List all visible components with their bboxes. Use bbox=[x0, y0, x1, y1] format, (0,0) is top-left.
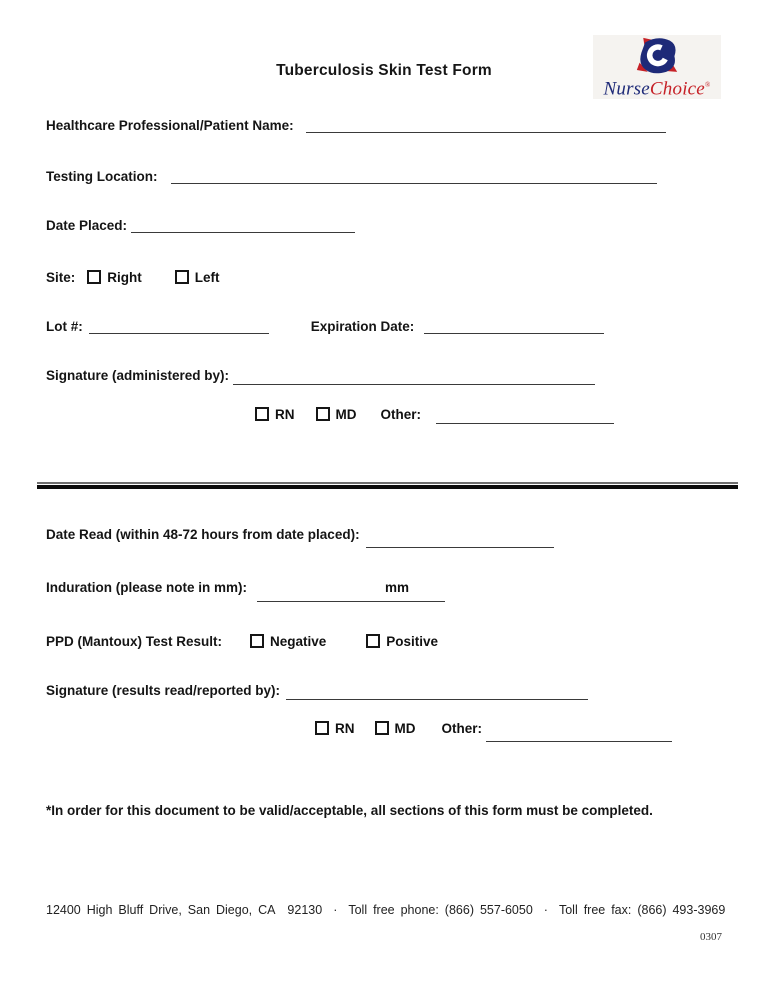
other-input-line-1[interactable] bbox=[436, 412, 614, 424]
registered-trademark-icon: ® bbox=[704, 80, 711, 89]
signature-administered-label: Signature (administered by): bbox=[46, 368, 230, 383]
form-code: 0307 bbox=[700, 931, 722, 943]
credentials-row-2 bbox=[315, 719, 672, 736]
footer-separator-1: · bbox=[333, 903, 338, 917]
md-checkbox-2[interactable] bbox=[375, 721, 389, 735]
footer-fax: Toll free fax: (866) 493-3969 bbox=[558, 903, 726, 917]
rn-checkbox-1[interactable] bbox=[255, 407, 269, 421]
md-checkbox-1[interactable] bbox=[316, 407, 330, 421]
rn-label-2: RN bbox=[335, 721, 355, 736]
page-title: Tuberculosis Skin Test Form bbox=[276, 62, 492, 79]
site-row bbox=[46, 268, 220, 285]
signature-results-input-line[interactable] bbox=[286, 688, 588, 700]
lot-expiration-row bbox=[46, 319, 604, 334]
negative-checkbox[interactable] bbox=[250, 634, 264, 648]
negative-label: Negative bbox=[270, 634, 327, 649]
signature-results-row bbox=[46, 683, 588, 698]
signature-administered-row bbox=[46, 368, 595, 383]
site-label: Site: bbox=[46, 270, 76, 285]
ppd-result-row bbox=[46, 632, 438, 649]
signature-results-label: Signature (results read/reported by): bbox=[46, 683, 281, 698]
testing-location-row bbox=[46, 169, 657, 184]
nursechoice-logo bbox=[593, 35, 721, 99]
site-right-checkbox[interactable] bbox=[87, 270, 101, 284]
section-divider bbox=[37, 482, 738, 489]
rn-label-1: RN bbox=[275, 407, 295, 422]
footer-contact-line bbox=[46, 903, 736, 917]
positive-checkbox[interactable] bbox=[366, 634, 380, 648]
name-input-line[interactable] bbox=[306, 121, 666, 133]
testing-location-input-line[interactable] bbox=[171, 172, 657, 184]
site-left-label: Left bbox=[194, 270, 220, 285]
positive-label: Positive bbox=[386, 634, 439, 649]
signature-administered-input-line[interactable] bbox=[233, 373, 595, 385]
name-label: Healthcare Professional/Patient Name: bbox=[46, 118, 294, 133]
name-row bbox=[46, 118, 666, 133]
date-read-input-line[interactable] bbox=[366, 536, 554, 548]
testing-location-label: Testing Location: bbox=[46, 169, 158, 184]
footer-address: 12400 High Bluff Drive, San Diego, CA 92130 bbox=[46, 903, 323, 917]
induration-input-line[interactable] bbox=[257, 580, 445, 602]
induration-label: Induration (please note in mm): bbox=[46, 580, 248, 595]
nursechoice-wordmark bbox=[604, 75, 711, 99]
ppd-result-label: PPD (Mantoux) Test Result: bbox=[46, 634, 223, 649]
validity-note: *In order for this document to be valid/acceptable, all sections of this form must be completed. bbox=[46, 803, 653, 818]
lot-number-label: Lot #: bbox=[46, 319, 83, 334]
site-right-label: Right bbox=[107, 270, 142, 285]
date-read-row bbox=[46, 527, 554, 542]
logo-choice-text: Choice bbox=[649, 78, 705, 99]
credentials-row-1 bbox=[255, 405, 614, 422]
other-label-2: Other: bbox=[441, 721, 482, 736]
expiration-date-input-line[interactable] bbox=[424, 322, 604, 334]
date-placed-input-line[interactable] bbox=[131, 221, 355, 233]
rn-checkbox-2[interactable] bbox=[315, 721, 329, 735]
site-left-checkbox[interactable] bbox=[175, 270, 189, 284]
other-label-1: Other: bbox=[380, 407, 421, 422]
date-placed-row bbox=[46, 218, 355, 233]
other-input-line-2[interactable] bbox=[486, 730, 672, 742]
mm-unit-label: mm bbox=[385, 580, 410, 595]
expiration-date-label: Expiration Date: bbox=[310, 319, 415, 334]
logo-nurse-text: Nurse bbox=[603, 78, 650, 99]
footer-separator-2: · bbox=[543, 903, 548, 917]
date-read-label: Date Read (within 48-72 hours from date placed): bbox=[46, 527, 360, 542]
lot-number-input-line[interactable] bbox=[89, 322, 269, 334]
md-label-1: MD bbox=[335, 407, 357, 422]
footer-phone: Toll free phone: (866) 557-6050 bbox=[348, 903, 533, 917]
md-label-2: MD bbox=[394, 721, 416, 736]
date-placed-label: Date Placed: bbox=[46, 218, 128, 233]
nursechoice-emblem-icon bbox=[634, 37, 680, 74]
induration-row bbox=[46, 580, 445, 602]
